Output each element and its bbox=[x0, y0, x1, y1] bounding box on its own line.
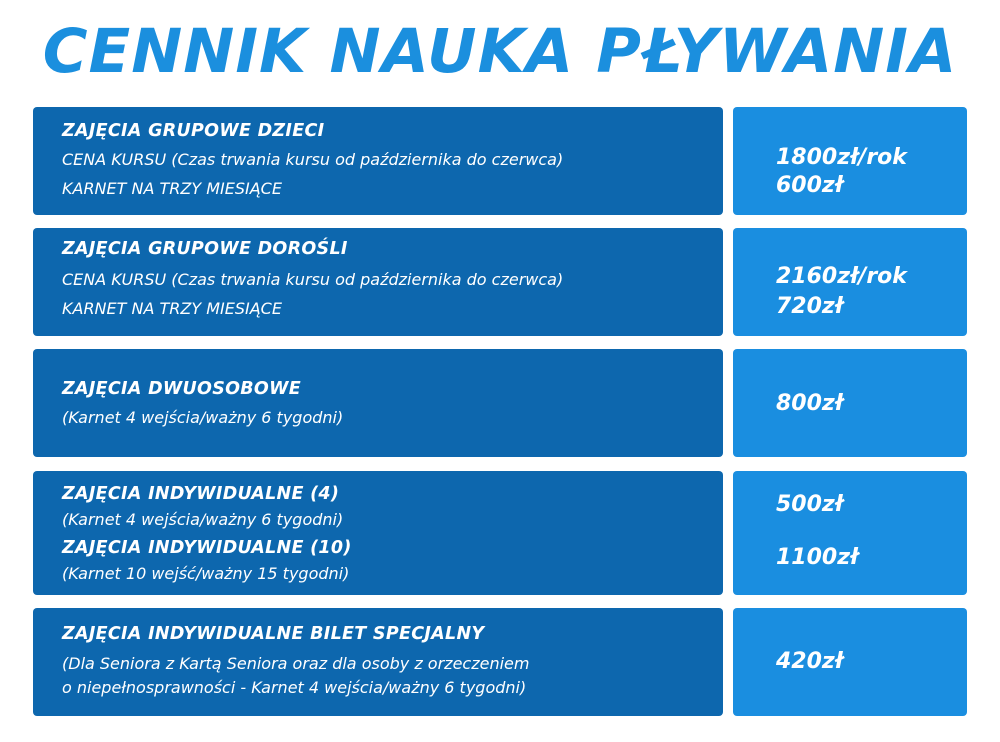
row-price bbox=[733, 608, 967, 716]
row-line: KARNET NA TRZY MIESIĄCE bbox=[62, 299, 282, 318]
row-line: CENA KURSU (Czas trwania kursu od października do czerwca) bbox=[62, 150, 564, 169]
row-description bbox=[33, 471, 723, 595]
row-price bbox=[733, 107, 967, 215]
row-heading: ZAJĘCIA INDYWIDUALNE BILET SPECJALNY bbox=[62, 624, 485, 644]
price-value: 720zł bbox=[776, 294, 843, 319]
price-value: 500zł bbox=[776, 492, 843, 517]
price-row-group-children bbox=[33, 107, 967, 215]
price-value: 800zł bbox=[776, 391, 843, 416]
row-line: KARNET NA TRZY MIESIĄCE bbox=[62, 179, 282, 198]
row-line: o niepełnosprawności - Karnet 4 wejścia/ważny 6 tygodni) bbox=[62, 678, 527, 697]
row-heading: ZAJĘCIA INDYWIDUALNE (4) bbox=[62, 484, 340, 504]
row-description bbox=[33, 608, 723, 716]
price-value: 1800zł/rok bbox=[776, 145, 907, 170]
row-price bbox=[733, 471, 967, 595]
row-heading: ZAJĘCIA DWUOSOBOWE bbox=[62, 379, 301, 399]
row-description bbox=[33, 107, 723, 215]
row-heading: ZAJĘCIA GRUPOWE DZIECI bbox=[62, 121, 325, 141]
row-price bbox=[733, 228, 967, 336]
price-value: 1100zł bbox=[776, 545, 859, 570]
row-description bbox=[33, 228, 723, 336]
price-row-individual bbox=[33, 471, 967, 595]
price-row-pair bbox=[33, 349, 967, 457]
row-price bbox=[733, 349, 967, 457]
row-line: (Karnet 4 wejścia/ważny 6 tygodni) bbox=[62, 408, 344, 427]
price-value: 420zł bbox=[776, 649, 843, 674]
row-line: CENA KURSU (Czas trwania kursu od października do czerwca) bbox=[62, 270, 564, 289]
row-line: (Dla Seniora z Kartą Seniora oraz dla osoby z orzeczeniem bbox=[62, 654, 530, 673]
price-row-group-adults bbox=[33, 228, 967, 336]
row-description bbox=[33, 349, 723, 457]
price-value: 2160zł/rok bbox=[776, 264, 907, 289]
row-heading: ZAJĘCIA GRUPOWE DOROŚLI bbox=[62, 239, 348, 259]
row-line: (Karnet 10 wejść/ważny 15 tygodni) bbox=[62, 564, 350, 583]
row-heading: ZAJĘCIA INDYWIDUALNE (10) bbox=[62, 538, 352, 558]
page-title: CENNIK NAUKA PŁYWANIA bbox=[42, 16, 958, 87]
price-row-special-ticket bbox=[33, 608, 967, 716]
row-line: (Karnet 4 wejścia/ważny 6 tygodni) bbox=[62, 510, 344, 529]
price-value: 600zł bbox=[776, 173, 843, 198]
